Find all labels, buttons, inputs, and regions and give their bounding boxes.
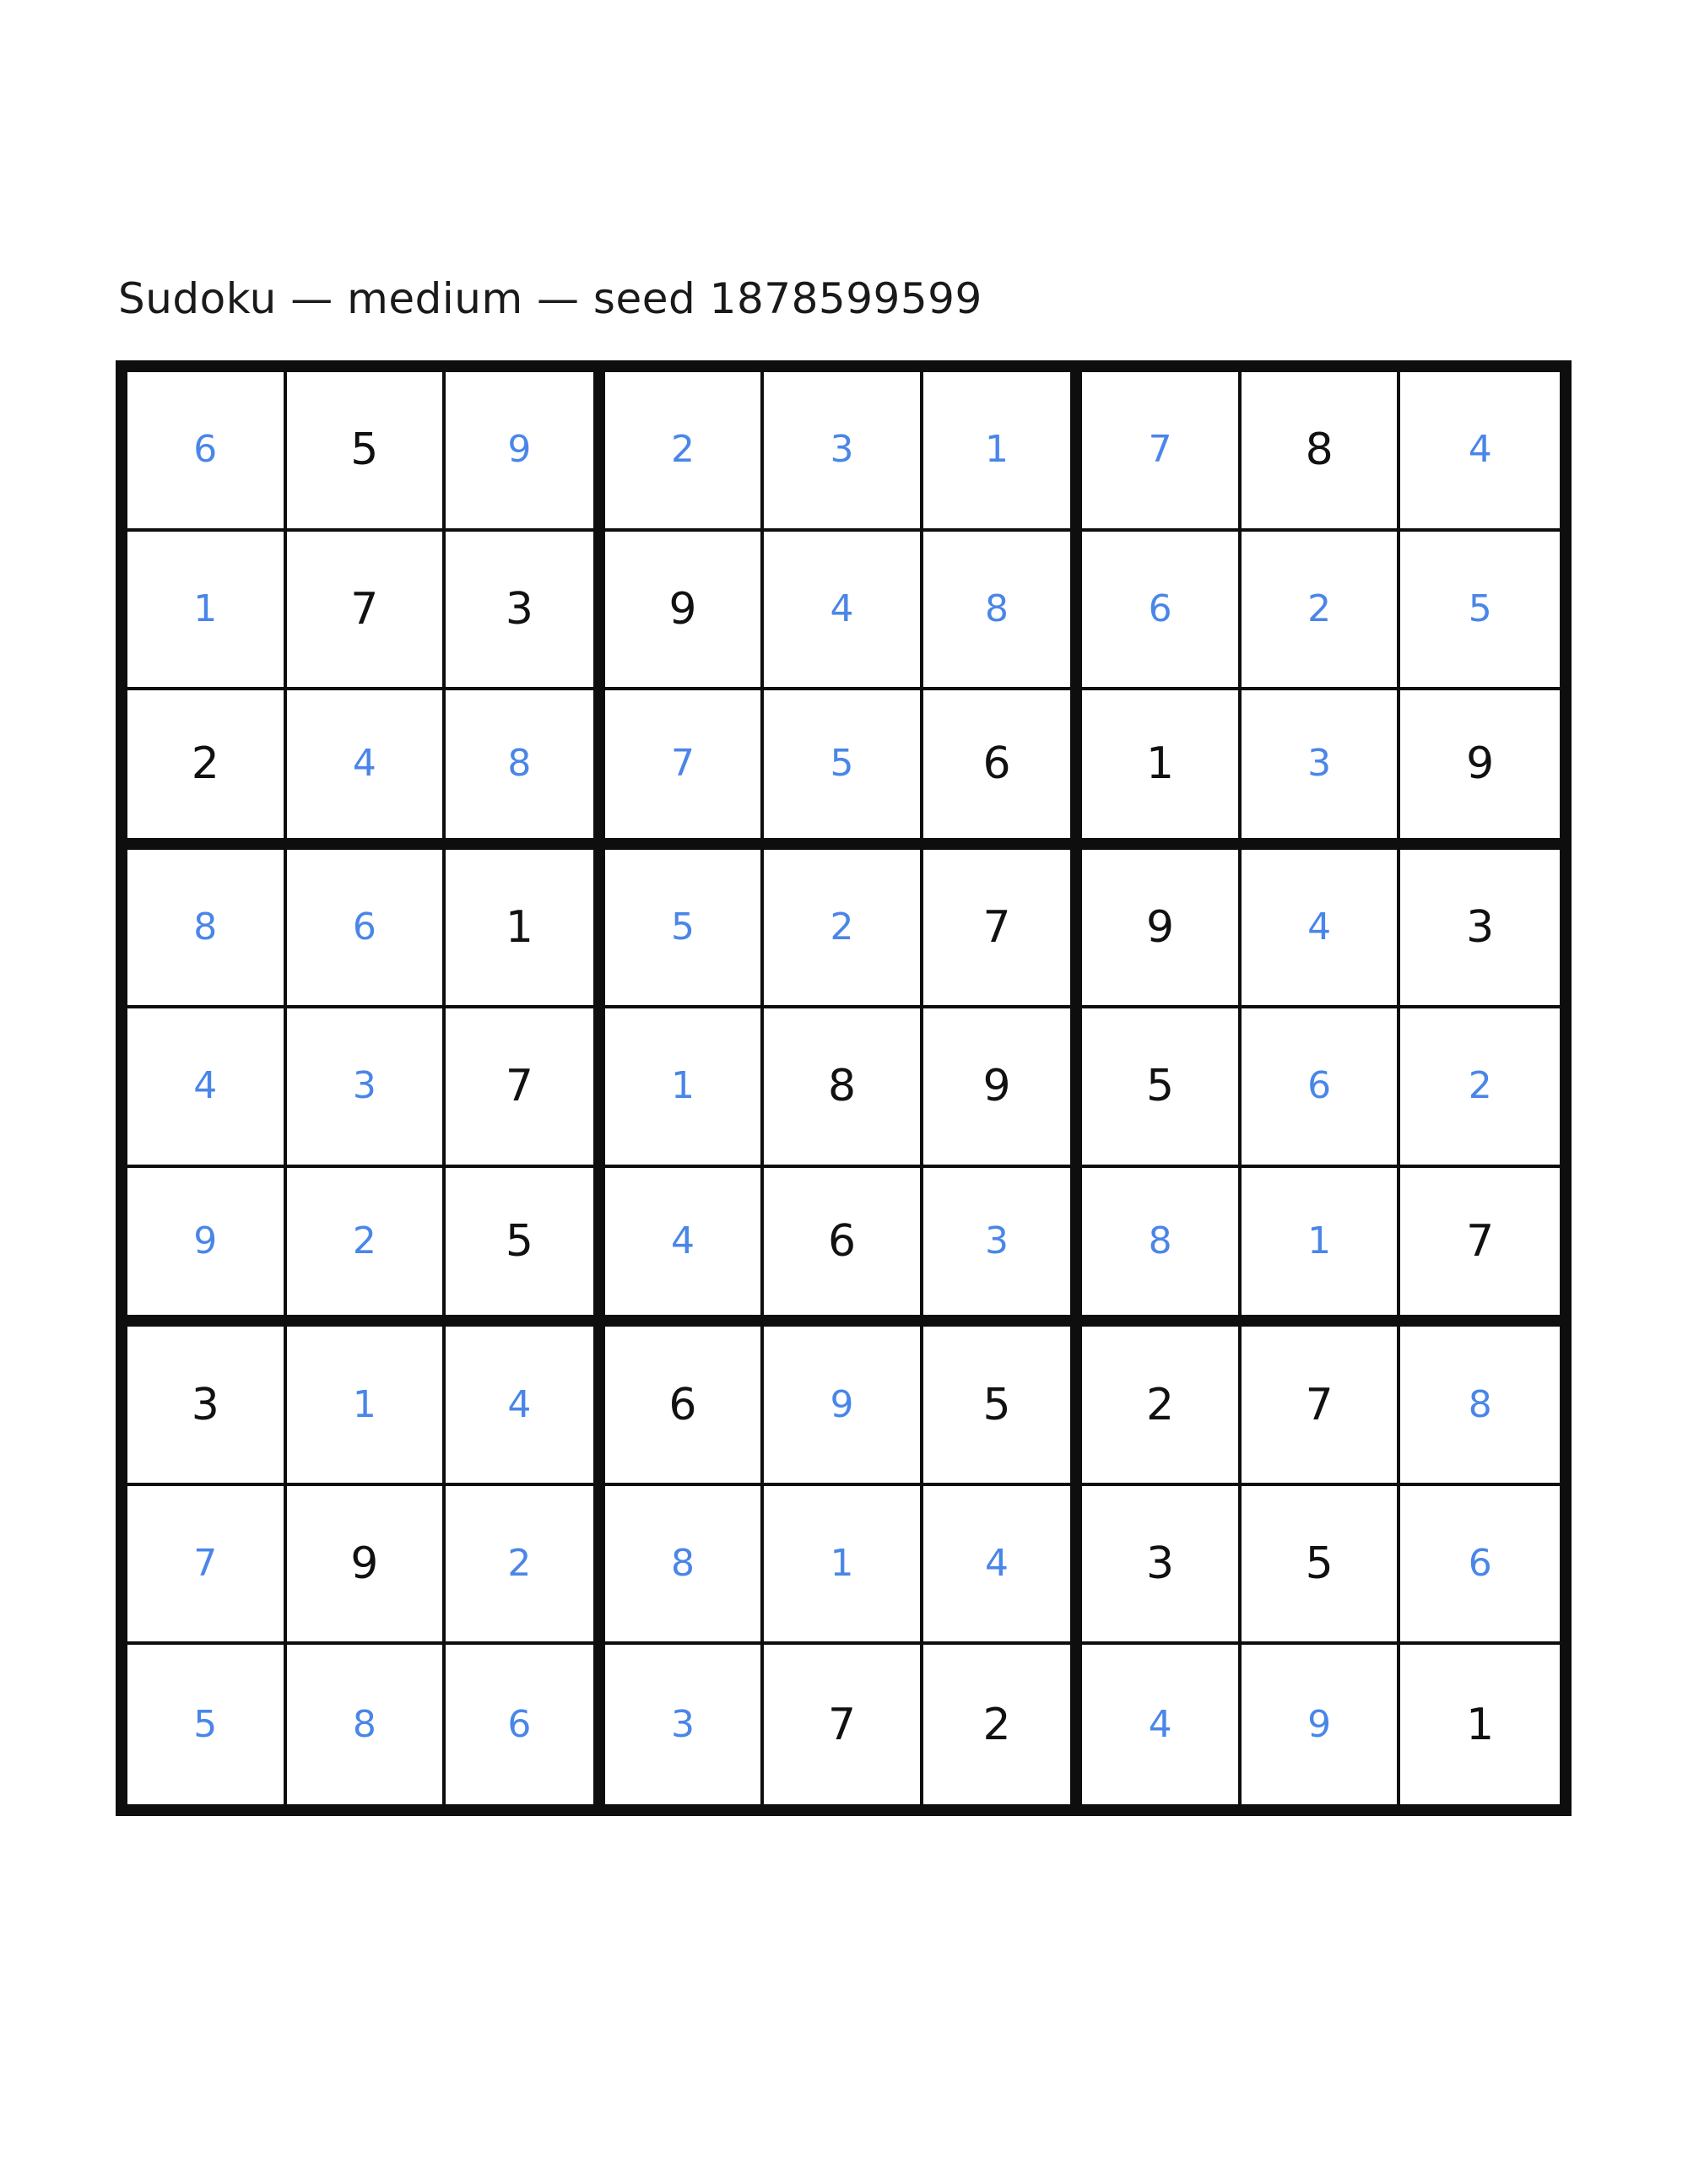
grid-cell[interactable] — [127, 850, 287, 1009]
cell-value: 3 — [352, 1064, 376, 1108]
grid-cell[interactable] — [605, 1486, 765, 1646]
cell-value: 8 — [193, 905, 218, 949]
cell-value: 2 — [830, 905, 854, 949]
cell-value: 5 — [982, 1379, 1011, 1430]
grid-cell[interactable] — [1400, 1645, 1560, 1804]
grid-cell[interactable] — [1400, 532, 1560, 691]
cell-value: 3 — [830, 428, 854, 472]
cell-value: 1 — [1466, 1699, 1495, 1750]
sudoku-grid — [116, 360, 1572, 1816]
cell-value: 1 — [505, 901, 533, 953]
grid-cell[interactable] — [1242, 1008, 1401, 1168]
cell-value: 3 — [505, 583, 533, 635]
grid-cell[interactable] — [446, 1645, 605, 1804]
grid-cell[interactable] — [605, 1645, 765, 1804]
cell-value: 8 — [985, 587, 1009, 630]
grid-cell[interactable] — [1400, 372, 1560, 532]
page-title: Sudoku — medium — seed 1878599599 — [118, 274, 982, 323]
grid-cell[interactable] — [1082, 1645, 1242, 1804]
grid-cell[interactable] — [605, 690, 765, 850]
grid-cell[interactable] — [1400, 1008, 1560, 1168]
grid-cell[interactable] — [1082, 1486, 1242, 1646]
cell-value: 7 — [1148, 428, 1172, 472]
cell-value: 2 — [191, 738, 219, 790]
cell-value: 4 — [507, 1382, 532, 1426]
grid-cell[interactable] — [446, 532, 605, 691]
grid-cell[interactable] — [605, 1168, 765, 1327]
cell-value: 9 — [1146, 901, 1175, 953]
cell-value: 9 — [350, 1538, 379, 1590]
grid-cell[interactable] — [1400, 1486, 1560, 1646]
grid-cell[interactable] — [764, 850, 923, 1009]
grid-cell[interactable] — [1242, 372, 1401, 532]
cell-value: 3 — [1146, 1538, 1175, 1590]
cell-value: 1 — [830, 1542, 854, 1586]
grid-cell[interactable] — [923, 1486, 1083, 1646]
cell-value: 3 — [670, 1702, 695, 1746]
cell-value: 7 — [350, 583, 379, 635]
cell-value: 7 — [982, 901, 1011, 953]
grid-cell[interactable] — [605, 1008, 765, 1168]
cell-value: 5 — [505, 1216, 533, 1268]
cell-value: 9 — [668, 583, 697, 635]
grid-cell[interactable] — [127, 1168, 287, 1327]
grid-cell[interactable] — [1242, 1168, 1401, 1327]
cell-value: 6 — [1468, 1542, 1492, 1586]
cell-value: 8 — [1468, 1382, 1492, 1426]
grid-cell[interactable] — [446, 1327, 605, 1486]
grid-cell[interactable] — [1242, 1645, 1401, 1804]
cell-value: 3 — [191, 1379, 219, 1430]
grid-cell[interactable] — [1242, 850, 1401, 1009]
grid-cell[interactable] — [923, 372, 1083, 532]
cell-value: 2 — [507, 1542, 532, 1586]
grid-cell[interactable] — [127, 1008, 287, 1168]
cell-value: 6 — [827, 1216, 857, 1268]
cell-value: 8 — [827, 1061, 857, 1112]
grid-cell[interactable] — [1082, 1327, 1242, 1486]
cell-value: 7 — [1466, 1216, 1495, 1268]
grid-cell[interactable] — [127, 1327, 287, 1486]
grid-cell[interactable] — [764, 1486, 923, 1646]
cell-value: 6 — [982, 738, 1011, 790]
grid-cell[interactable] — [605, 372, 765, 532]
cell-value: 6 — [193, 428, 218, 472]
cell-value: 2 — [352, 1219, 376, 1263]
cell-value: 3 — [1466, 901, 1495, 953]
cell-value: 5 — [1146, 1061, 1175, 1112]
grid-cell[interactable] — [127, 690, 287, 850]
cell-value: 8 — [1148, 1219, 1172, 1263]
grid-cell[interactable] — [1400, 1327, 1560, 1486]
cell-value: 9 — [830, 1382, 854, 1426]
grid-cell[interactable] — [1082, 372, 1242, 532]
cell-value: 4 — [670, 1219, 695, 1263]
grid-cell[interactable] — [287, 1327, 446, 1486]
grid-cell[interactable] — [1400, 850, 1560, 1009]
cell-value: 7 — [1305, 1379, 1334, 1430]
grid-cell[interactable] — [287, 1645, 446, 1804]
grid-cell[interactable] — [923, 850, 1083, 1009]
cell-value: 7 — [670, 742, 695, 786]
cell-value: 7 — [505, 1061, 533, 1112]
grid-cell[interactable] — [923, 1008, 1083, 1168]
grid-cell[interactable] — [923, 1168, 1083, 1327]
grid-cell[interactable] — [446, 850, 605, 1009]
grid-cell[interactable] — [287, 1486, 446, 1646]
cell-value: 8 — [352, 1702, 376, 1746]
cell-value: 9 — [1307, 1702, 1332, 1746]
cell-value: 6 — [1307, 1064, 1332, 1108]
cell-value: 3 — [1307, 742, 1332, 786]
grid-cell[interactable] — [287, 1008, 446, 1168]
cell-value: 6 — [507, 1702, 532, 1746]
grid-cell[interactable] — [764, 1327, 923, 1486]
grid-cell[interactable] — [1082, 690, 1242, 850]
grid-cell[interactable] — [605, 532, 765, 691]
cell-value: 1 — [985, 428, 1009, 472]
cell-value: 8 — [670, 1542, 695, 1586]
grid-cell[interactable] — [287, 690, 446, 850]
grid-cell[interactable] — [923, 532, 1083, 691]
grid-cell[interactable] — [287, 372, 446, 532]
cell-value: 1 — [670, 1064, 695, 1108]
grid-cell[interactable] — [1082, 1008, 1242, 1168]
cell-value: 9 — [1466, 738, 1495, 790]
grid-cell[interactable] — [1082, 532, 1242, 691]
cell-value: 5 — [350, 424, 379, 476]
grid-cell[interactable] — [446, 1168, 605, 1327]
grid-cell[interactable] — [446, 1008, 605, 1168]
grid-cell[interactable] — [923, 690, 1083, 850]
grid-cell[interactable] — [446, 690, 605, 850]
cell-value: 1 — [1146, 738, 1175, 790]
cell-value: 1 — [193, 587, 218, 630]
grid-cell[interactable] — [1400, 1168, 1560, 1327]
grid-cell[interactable] — [764, 1645, 923, 1804]
cell-value: 1 — [1307, 1219, 1332, 1263]
cell-value: 4 — [1148, 1702, 1172, 1746]
grid-cell[interactable] — [764, 532, 923, 691]
grid-cell[interactable] — [764, 1008, 923, 1168]
cell-value: 5 — [193, 1702, 218, 1746]
cell-value: 5 — [670, 905, 695, 949]
grid-cell[interactable] — [446, 1486, 605, 1646]
grid-cell[interactable] — [1242, 532, 1401, 691]
cell-value: 2 — [1146, 1379, 1175, 1430]
grid-cell[interactable] — [1400, 690, 1560, 850]
grid-cell[interactable] — [923, 1327, 1083, 1486]
cell-value: 4 — [830, 587, 854, 630]
cell-value: 3 — [985, 1219, 1009, 1263]
cell-value: 4 — [985, 1542, 1009, 1586]
grid-cell[interactable] — [923, 1645, 1083, 1804]
grid-cell[interactable] — [1242, 1486, 1401, 1646]
grid-cell[interactable] — [764, 690, 923, 850]
cell-value: 7 — [193, 1542, 218, 1586]
cell-value: 9 — [982, 1061, 1011, 1112]
cell-value: 5 — [830, 742, 854, 786]
cell-value: 8 — [1305, 424, 1334, 476]
grid-cell[interactable] — [127, 1645, 287, 1804]
cell-value: 6 — [1148, 587, 1172, 630]
grid-cell[interactable] — [287, 532, 446, 691]
grid-cell[interactable] — [127, 1486, 287, 1646]
grid-cell[interactable] — [605, 850, 765, 1009]
cell-value: 2 — [982, 1699, 1011, 1750]
cell-value: 4 — [1307, 905, 1332, 949]
cell-value: 6 — [668, 1379, 697, 1430]
cell-value: 4 — [1468, 428, 1492, 472]
cell-value: 2 — [1307, 587, 1332, 630]
grid-cell[interactable] — [127, 372, 287, 532]
grid-cell[interactable] — [1242, 1327, 1401, 1486]
cell-value: 2 — [1468, 1064, 1492, 1108]
grid-cell[interactable] — [446, 372, 605, 532]
grid-cell[interactable] — [1082, 1168, 1242, 1327]
cell-value: 7 — [827, 1699, 857, 1750]
cell-value: 5 — [1468, 587, 1492, 630]
cell-value: 5 — [1305, 1538, 1334, 1590]
grid-cell[interactable] — [127, 532, 287, 691]
grid-cell[interactable] — [764, 372, 923, 532]
cell-value: 1 — [352, 1382, 376, 1426]
grid-cell[interactable] — [605, 1327, 765, 1486]
cell-value: 9 — [507, 428, 532, 472]
cell-value: 9 — [193, 1219, 218, 1263]
cell-value: 2 — [670, 428, 695, 472]
grid-cell[interactable] — [764, 1168, 923, 1327]
grid-cell[interactable] — [1082, 850, 1242, 1009]
cell-value: 6 — [352, 905, 376, 949]
grid-cell[interactable] — [1242, 690, 1401, 850]
grid-cell[interactable] — [287, 850, 446, 1009]
cell-value: 4 — [193, 1064, 218, 1108]
cell-value: 8 — [507, 742, 532, 786]
cell-value: 4 — [352, 742, 376, 786]
grid-cell[interactable] — [287, 1168, 446, 1327]
